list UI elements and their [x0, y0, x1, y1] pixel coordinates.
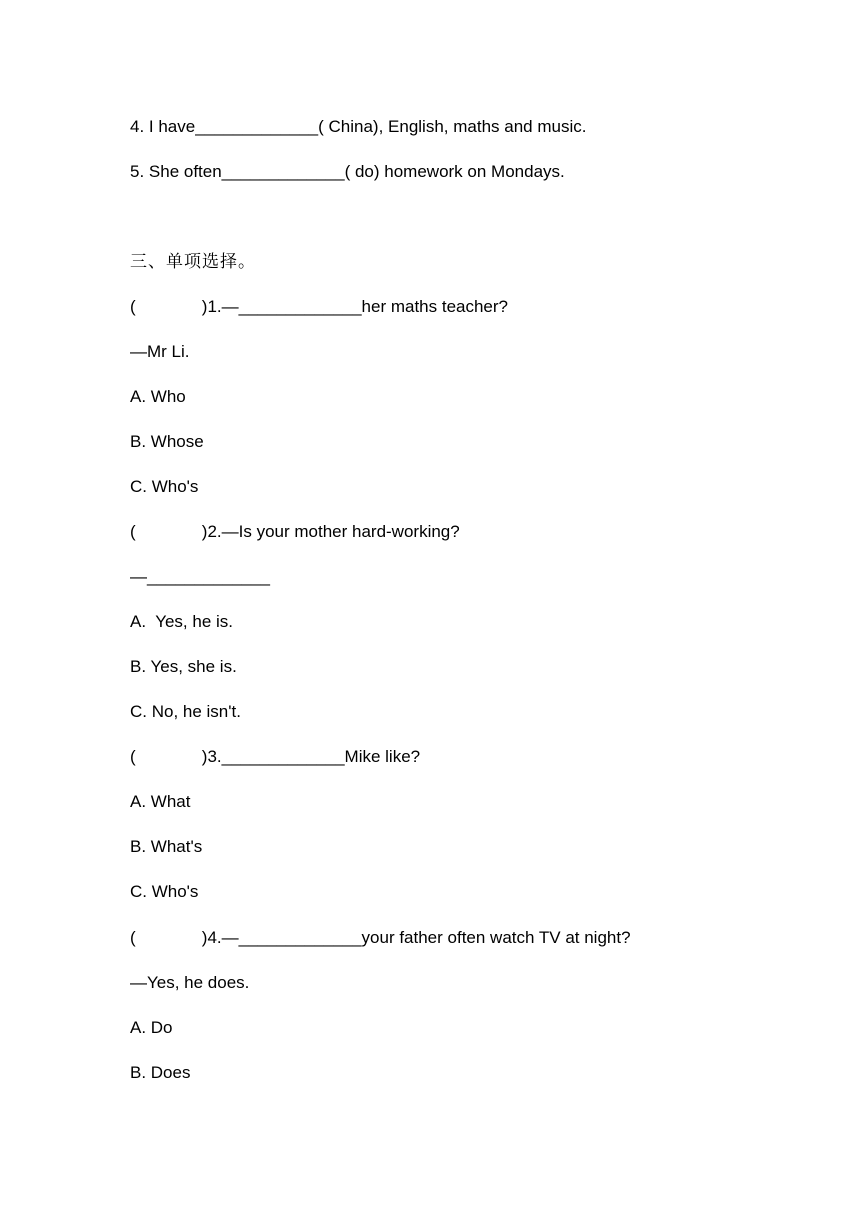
- fill-blank-4: 4. I have_____________( China), English, maths and music.: [130, 117, 587, 136]
- question-3: ( )3._____________Mike like?: [130, 747, 421, 766]
- question-1-option-c: C. Who's: [130, 477, 199, 496]
- question-4-answer: —Yes, he does.: [130, 973, 250, 992]
- question-1-option-a: A. Who: [130, 387, 186, 406]
- question-2-option-c: C. No, he isn't.: [130, 702, 241, 721]
- question-2-answer-blank: —_____________: [130, 567, 270, 586]
- question-1-answer: —Mr Li.: [130, 342, 190, 361]
- question-2: ( )2.—Is your mother hard-working?: [130, 522, 460, 541]
- question-1: ( )1.—_____________her maths teacher?: [130, 297, 509, 316]
- question-1-option-b: B. Whose: [130, 432, 204, 451]
- question-4: ( )4.—_____________your father often watch TV at night?: [130, 928, 631, 947]
- question-2-option-a: A. Yes, he is.: [130, 612, 234, 631]
- fill-blank-5: 5. She often_____________( do) homework on Mondays.: [130, 162, 565, 181]
- question-3-option-b: B. What's: [130, 837, 203, 856]
- question-4-option-b: B. Does: [130, 1063, 191, 1082]
- question-4-option-a: A. Do: [130, 1018, 173, 1037]
- question-2-option-b: B. Yes, she is.: [130, 657, 237, 676]
- question-3-option-a: A. What: [130, 792, 191, 811]
- section-heading-single-choice: 三、单项选择。: [130, 252, 256, 272]
- question-3-option-c: C. Who's: [130, 882, 199, 901]
